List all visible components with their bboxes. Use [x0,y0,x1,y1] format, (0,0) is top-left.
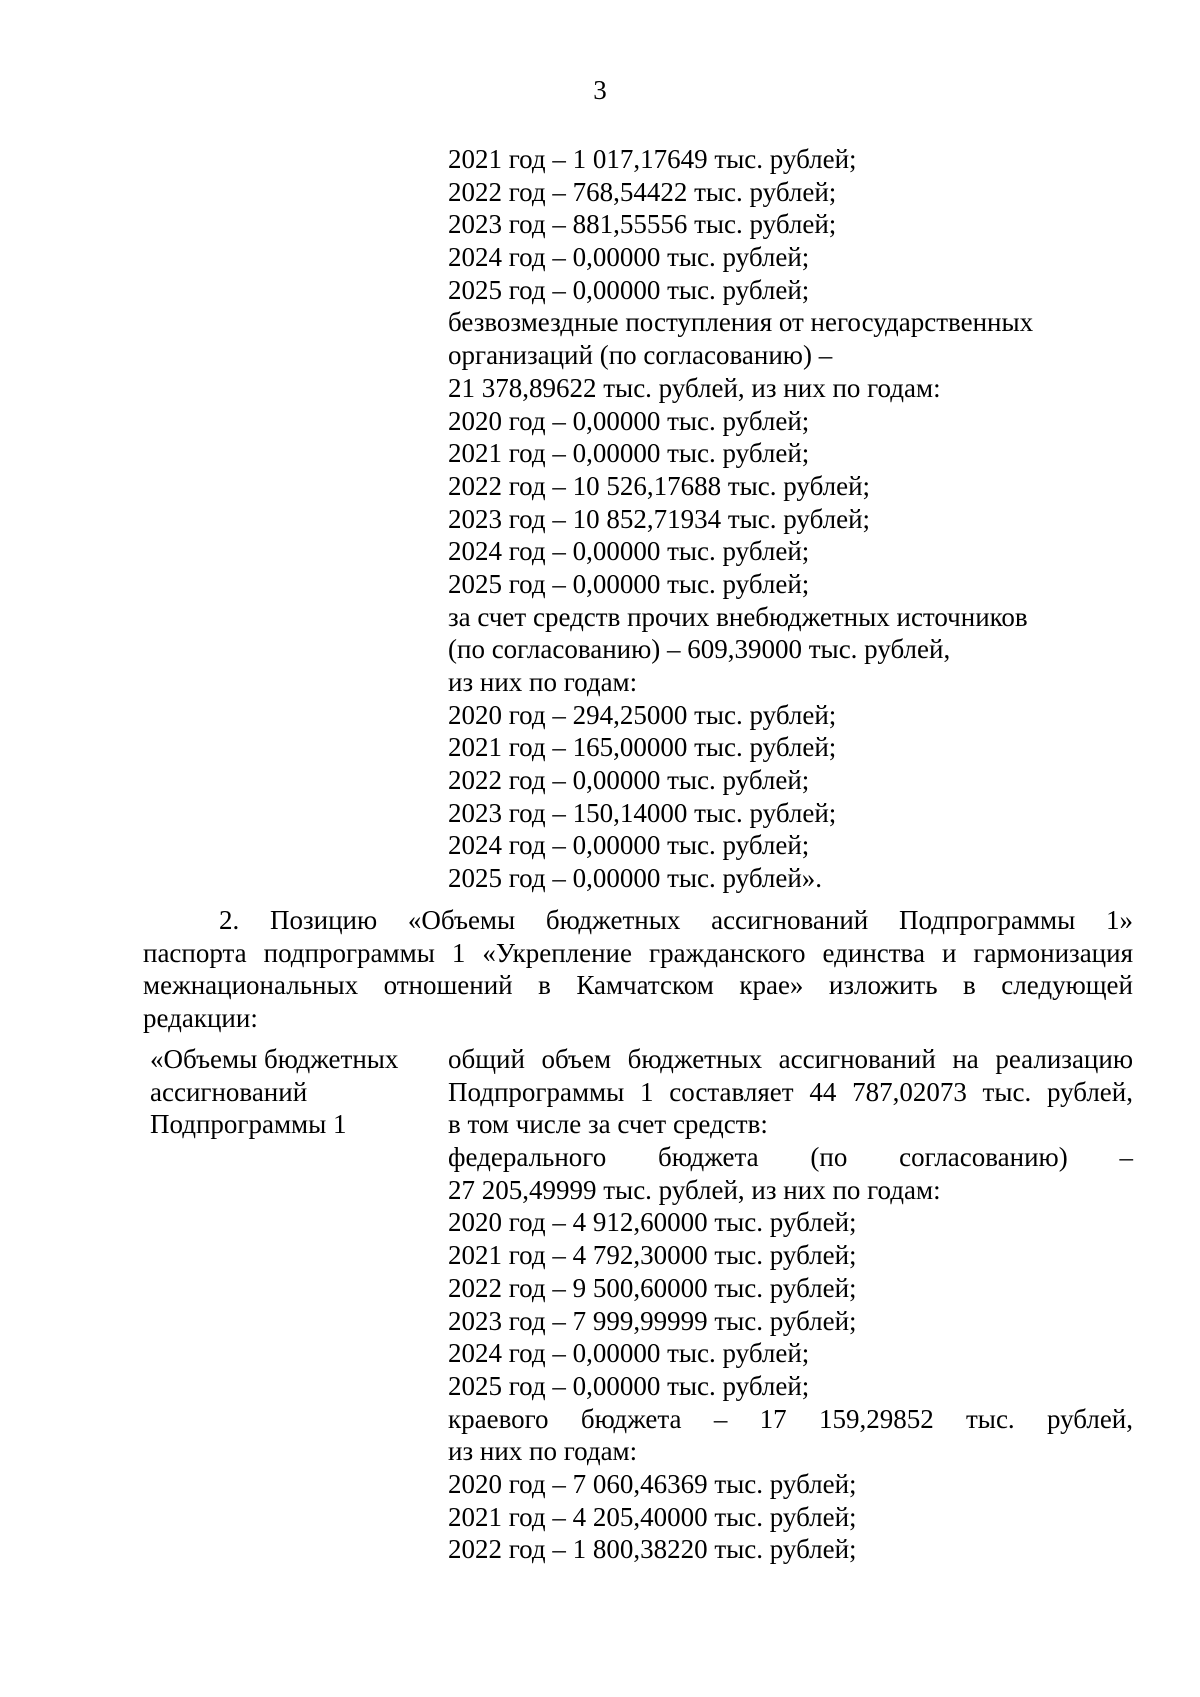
paragraph-line: межнациональных отношений в Камчатском крае» изложить в следующей [143,970,1133,1001]
paragraph-line: паспорта подпрограммы 1 «Укрепление гражданского единства и гармонизация [143,937,1133,968]
value-line: общий объем бюджетных ассигнований на реализацию [448,1044,1133,1074]
list-item: 2020 год – 0,00000 тыс. рублей; [448,405,810,436]
value-line: 27 205,49999 тыс. рублей, из них по годам: [448,1174,941,1205]
list-item: 2020 год – 294,25000 тыс. рублей; [448,699,837,730]
list-item: 2024 год – 0,00000 тыс. рублей; [448,536,810,567]
list-item: из них по годам: [448,667,638,697]
value-line: 2021 год – 4 792,30000 тыс. рублей; [448,1240,857,1271]
label-line: ассигнований [150,1076,308,1107]
list-item: 2023 год – 150,14000 тыс. рублей; [448,797,837,828]
amendment-paragraph [143,904,1133,1035]
value-line: 2022 год – 9 500,60000 тыс. рублей; [448,1272,857,1303]
value-line: из них по годам: [448,1436,638,1467]
value-line: 2021 год – 4 205,40000 тыс. рублей; [448,1501,857,1532]
list-item: (по согласованию) – 609,39000 тыс. рублей, [448,634,951,665]
list-item: 2025 год – 0,00000 тыс. рублей; [448,274,810,305]
value-line: 2023 год – 7 999,99999 тыс. рублей; [448,1305,857,1336]
list-item: 2021 год – 165,00000 тыс. рублей; [448,732,837,763]
paragraph-line: 2. Позицию «Объемы бюджетных ассигнований Подпрограммы 1» [219,905,1133,935]
list-item: 2024 год – 0,00000 тыс. рублей; [448,830,810,861]
value-line: федерального бюджета (по согласованию) – [448,1142,1133,1173]
label-line: Подпрограммы 1 [150,1109,347,1140]
list-item: 2023 год – 881,55556 тыс. рублей; [448,209,837,240]
label-line: «Объемы бюджетных [150,1044,399,1074]
table-cell-label [150,1043,430,1141]
value-line: 2024 год – 0,00000 тыс. рублей; [448,1338,810,1369]
list-item: 2022 год – 0,00000 тыс. рублей; [448,765,810,796]
list-item: 2022 год – 768,54422 тыс. рублей; [448,176,837,207]
value-line: 2020 год – 4 912,60000 тыс. рублей; [448,1207,857,1238]
list-item: 2025 год – 0,00000 тыс. рублей; [448,568,810,599]
value-line: в том числе за счет средств: [448,1109,768,1140]
value-line: 2025 год – 0,00000 тыс. рублей; [448,1370,810,1401]
value-line: 2020 год – 7 060,46369 тыс. рублей; [448,1468,857,1499]
value-line: краевого бюджета – 17 159,29852 тыс. рублей, [448,1403,1133,1434]
paragraph-line: редакции: [143,1003,258,1034]
list-item: 2024 год – 0,00000 тыс. рублей; [448,242,810,273]
funding-list-continued [448,143,1148,895]
value-line: Подпрограммы 1 составляет 44 787,02073 тыс. рублей, [448,1076,1133,1107]
list-item: 2023 год – 10 852,71934 тыс. рублей; [448,503,871,534]
list-item: за счет средств прочих внебюджетных источников [448,601,1028,632]
table-cell-value [448,1043,1133,1566]
list-item: 2025 год – 0,00000 тыс. рублей». [448,863,823,894]
list-item: 21 378,89622 тыс. рублей, из них по годам: [448,372,941,403]
value-line: 2022 год – 1 800,38220 тыс. рублей; [448,1534,857,1565]
list-item: организаций (по согласованию) – [448,340,833,371]
list-item: 2022 год – 10 526,17688 тыс. рублей; [448,470,871,501]
list-item: 2021 год – 0,00000 тыс. рублей; [448,438,810,469]
page-number: 3 [593,75,607,105]
list-item: 2021 год – 1 017,17649 тыс. рублей; [448,144,857,174]
list-item: безвозмездные поступления от негосударственных [448,307,1034,338]
